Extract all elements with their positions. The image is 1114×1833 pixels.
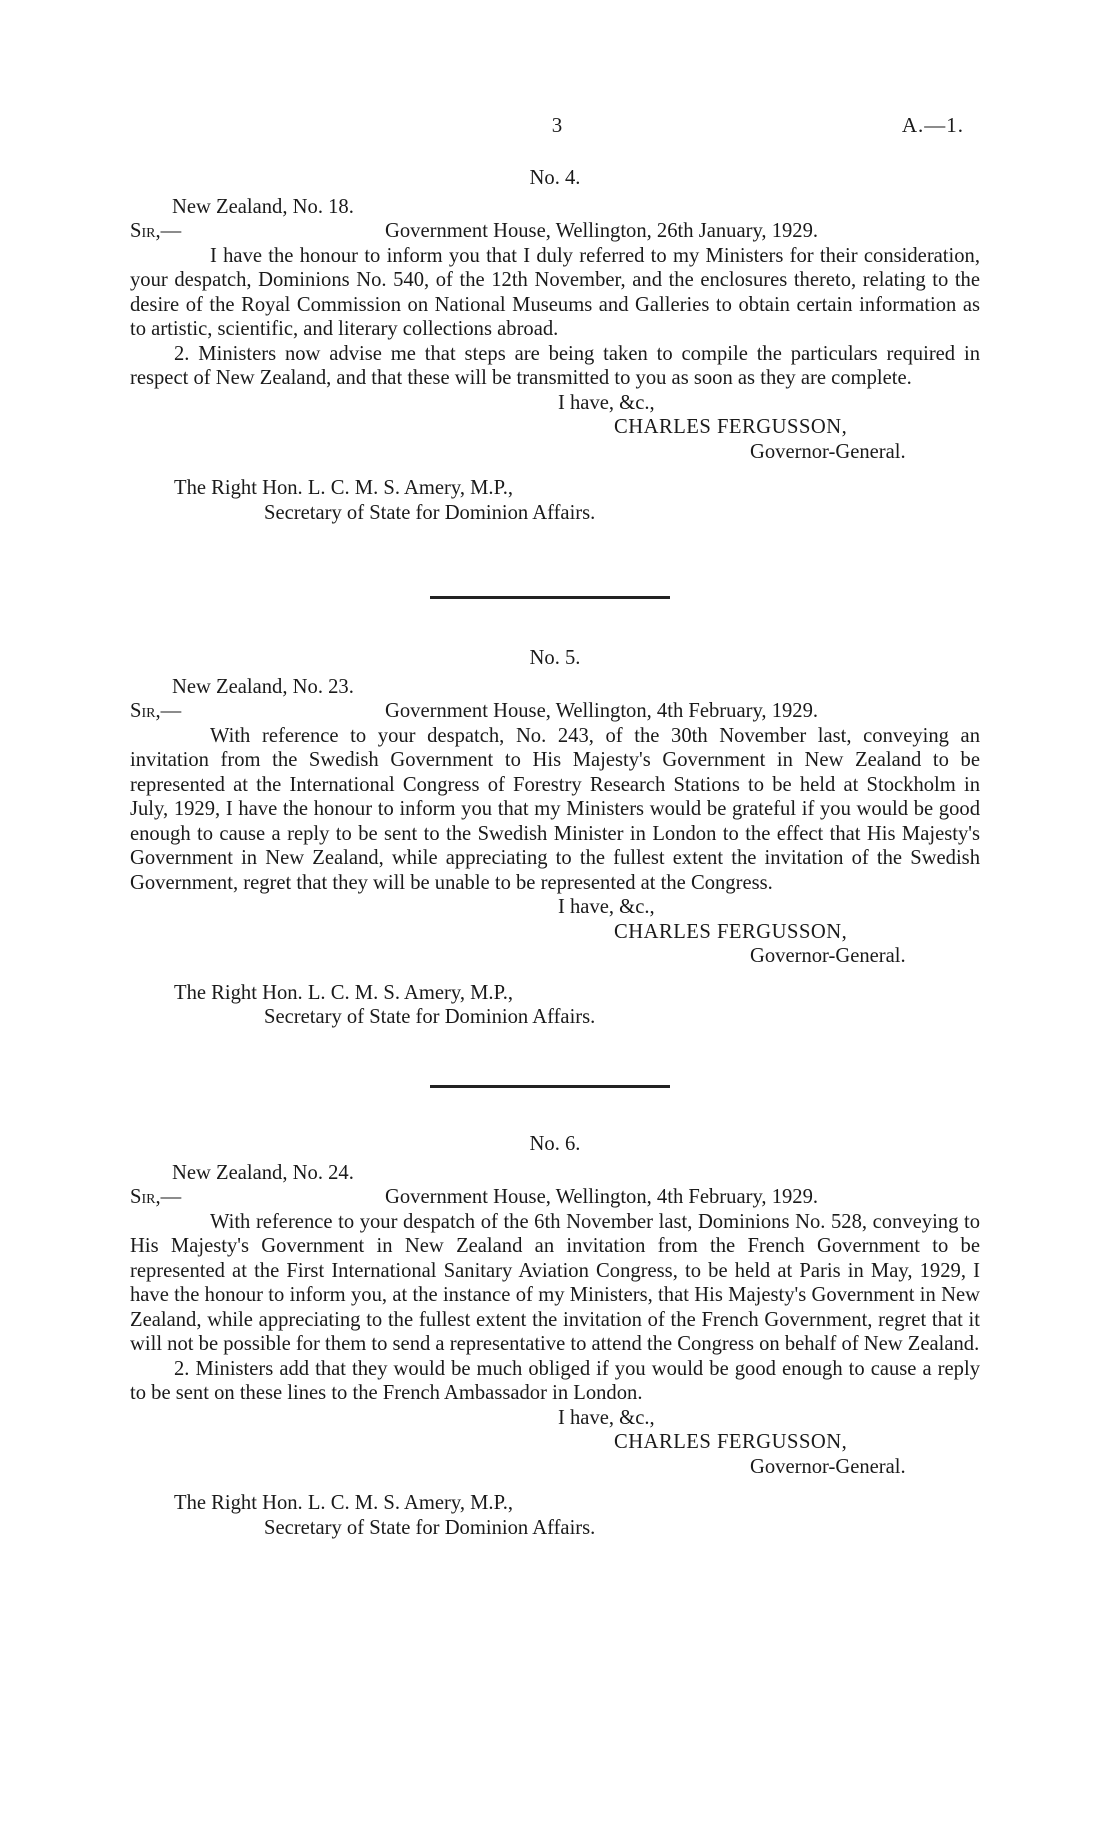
page-number: 3: [551, 113, 563, 137]
despatch-no-5: [130, 646, 980, 1030]
section-divider: [430, 596, 670, 599]
addressee-title: Secretary of State for Dominion Affairs.: [264, 1516, 596, 1539]
signer-office: Governor-General.: [750, 1455, 906, 1478]
despatch-reference: New Zealand, No. 24.: [172, 1161, 354, 1184]
paragraph-2: 2. Ministers now advise me that steps are being taken to compile the particulars required in respect of New Zealand, and that these will be transmitted to you as soon as they are complete.: [130, 342, 980, 389]
paragraph-1: With reference to your despatch of the 6th November last, Dominions No. 528, conveying to His Majesty's Government in New Zealand an invitation from the French Government to be represented at the First International Sanitary Aviation Congress, to be held at Paris in May, 1929, I have the honour to inform you, at the instance of my Ministers, that His Majesty's Government in New Zealand, while appreciating to the fullest extent the invitation of the French Government, regret that it will not be possible for them to send a representative to attend the Congress on behalf of New Zealand.: [130, 1210, 980, 1355]
salutation-line: [130, 699, 980, 724]
despatch-number: No. 4.: [529, 167, 581, 189]
closing: I have, &c.,: [558, 1406, 655, 1429]
signer-office: Governor-General.: [750, 945, 906, 967]
despatch-number: No. 6.: [529, 1133, 581, 1155]
salutation: Sir,—: [130, 700, 182, 722]
addressee: The Right Hon. L. C. M. S. Amery, M.P.,: [174, 981, 514, 1004]
salutation-line: [130, 219, 980, 244]
salutation-line: [130, 1185, 980, 1210]
despatch-number: No. 5.: [529, 647, 581, 669]
despatch-no-6: [130, 1132, 980, 1540]
signer-name: CHARLES FERGUSSON,: [614, 920, 848, 943]
despatch-reference: New Zealand, No. 18.: [172, 195, 354, 218]
addressee-title: Secretary of State for Dominion Affairs.: [264, 501, 596, 524]
despatch-no-4: [130, 166, 980, 525]
closing: I have, &c.,: [558, 391, 655, 414]
signer-name: CHARLES FERGUSSON,: [614, 1431, 848, 1453]
place-date: Government House, Wellington, 4th February, 1929.: [385, 1186, 819, 1208]
section-divider: [430, 1085, 670, 1088]
paragraph-1: With reference to your despatch, No. 243, of the 30th November last, conveying an invitation from the Swedish Government to His Majesty's Government in New Zealand to be represented at the International Congress of Forestry Research Stations to be held at Stockholm in July, 1929, I have the honour to inform you that my Ministers would be grateful if you would be good enough to cause a reply to be sent to the Swedish Minister in London to the effect that His Majesty's Government in New Zealand, while appreciating to the fullest extent the invitation of the Swedish Government, regret that they will be unable to be represented at the Congress.: [130, 724, 980, 894]
addressee: The Right Hon. L. C. M. S. Amery, M.P.,: [174, 477, 514, 499]
place-date: Government House, Wellington, 4th February, 1929.: [385, 700, 819, 722]
paragraph-2: 2. Ministers add that they would be much obliged if you would be good enough to cause a reply to be sent on these lines to the French Ambassador in London.: [130, 1357, 980, 1404]
closing: I have, &c.,: [558, 896, 655, 918]
despatch-reference: New Zealand, No. 23.: [172, 675, 354, 698]
addressee: The Right Hon. L. C. M. S. Amery, M.P.,: [174, 1492, 514, 1514]
signer-office: Governor-General.: [750, 440, 906, 463]
addressee-title: Secretary of State for Dominion Affairs.: [264, 1006, 596, 1028]
paragraph-1: I have the honour to inform you that I duly referred to my Ministers for their consideration, your despatch, Dominions No. 540, of the 12th November, and the enclosures thereto, relating to the desire of the Royal Commission on National Museums and Galleries to obtain certain information as to artistic, scientific, and literary collections abroad.: [130, 244, 980, 340]
signer-name: CHARLES FERGUSSON,: [614, 416, 848, 438]
series-code: A.—1.: [901, 113, 964, 137]
place-date: Government House, Wellington, 26th January, 1929.: [385, 220, 819, 242]
salutation: Sir,—: [130, 220, 182, 242]
salutation: Sir,—: [130, 1186, 182, 1208]
